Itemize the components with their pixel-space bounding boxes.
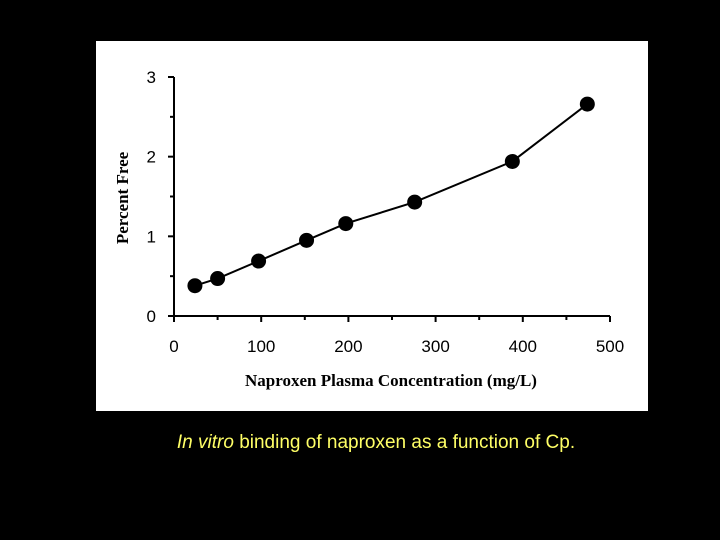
y-tick-label: 2 — [146, 147, 156, 167]
y-tick-label: 0 — [146, 307, 156, 326]
data-point — [407, 195, 422, 210]
data-point — [251, 254, 266, 269]
data-point — [187, 278, 202, 293]
data-point — [210, 271, 225, 286]
data-point — [505, 154, 520, 169]
x-axis-title: Naproxen Plasma Concentration (mg/L) — [245, 371, 537, 390]
x-tick-label: 200 — [334, 337, 363, 356]
chart-axes — [174, 77, 610, 316]
caption-italic: In vitro — [176, 432, 234, 453]
x-tick-label: 0 — [169, 337, 179, 356]
data-point — [338, 216, 353, 231]
slide-caption — [0, 432, 720, 454]
caption-text: binding of naproxen as a function of Cp. — [233, 432, 576, 453]
y-tick-label: 3 — [146, 68, 156, 87]
x-tick-label: 100 — [247, 337, 276, 356]
x-tick-label: 500 — [595, 337, 625, 356]
chart-panel — [96, 41, 648, 411]
data-points — [187, 97, 594, 294]
data-point — [299, 233, 314, 248]
y-axis-title: Percent Free — [113, 151, 132, 245]
y-tick-label: 1 — [146, 227, 156, 247]
data-point — [580, 97, 595, 112]
x-tick-label: 300 — [421, 337, 450, 356]
chart-ticks — [168, 77, 610, 322]
x-tick-label: 400 — [508, 337, 537, 356]
line-chart — [96, 41, 648, 411]
